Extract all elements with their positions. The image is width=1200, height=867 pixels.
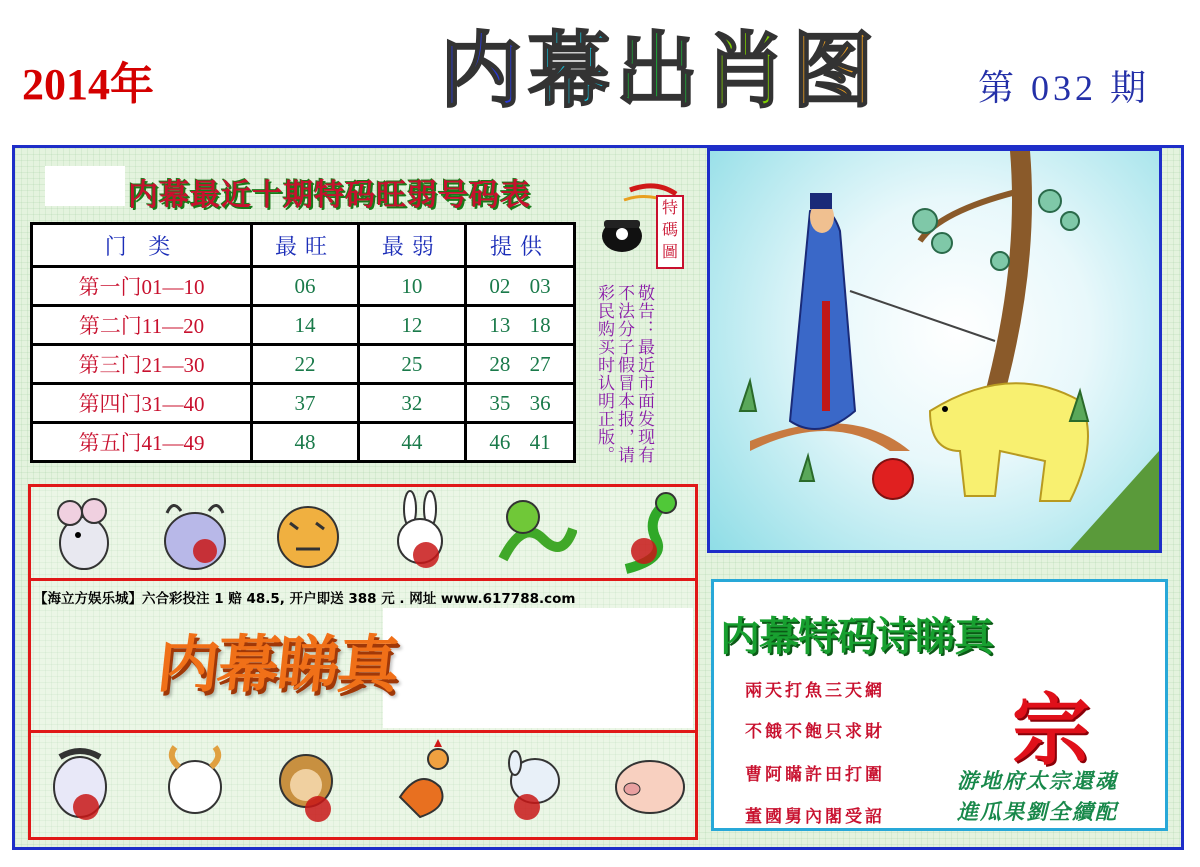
title-char: 出 bbox=[616, 24, 699, 119]
blank-patch bbox=[45, 166, 125, 206]
hot-cell: 22 bbox=[252, 345, 359, 384]
poem-line: 兩天打魚三天網 bbox=[745, 681, 885, 701]
hot-cell: 37 bbox=[252, 384, 359, 423]
snake-icon bbox=[606, 489, 690, 579]
provide-cell: 46 41 bbox=[465, 423, 574, 462]
hot-cell: 48 bbox=[252, 423, 359, 462]
column-header: 最弱 bbox=[358, 224, 465, 267]
category-cell: 第四门31—40 bbox=[32, 384, 252, 423]
title-char: 幕 bbox=[528, 24, 611, 119]
table-row bbox=[32, 306, 575, 345]
table-row bbox=[32, 345, 575, 384]
poem-hint: 游地府太宗還魂 bbox=[957, 768, 1118, 793]
title-char: 图 bbox=[792, 24, 875, 119]
monkey-icon bbox=[266, 737, 350, 827]
table-row bbox=[32, 267, 575, 306]
ox-icon bbox=[153, 489, 237, 579]
table-row bbox=[32, 384, 575, 423]
issue-number: 第 032 期 bbox=[978, 68, 1151, 108]
category-cell: 第五门41—49 bbox=[32, 423, 252, 462]
cold-cell: 10 bbox=[358, 267, 465, 306]
poem-title: 内幕特码诗睇真 bbox=[720, 613, 993, 660]
cold-cell: 32 bbox=[358, 384, 465, 423]
provide-cell: 13 18 bbox=[465, 306, 574, 345]
answer-character: 宗 bbox=[1012, 685, 1091, 776]
neimu-wordart: 内幕睇真 bbox=[153, 628, 402, 701]
title-char: 肖 bbox=[704, 24, 787, 119]
column-header: 提供 bbox=[465, 224, 574, 267]
illustration bbox=[707, 148, 1162, 553]
cold-cell: 25 bbox=[358, 345, 465, 384]
table-heading: 内幕最近十期特码旺弱号码表 bbox=[128, 178, 531, 213]
zodiac-row-bottom bbox=[40, 736, 690, 828]
divider bbox=[28, 730, 698, 733]
column-header: 最旺 bbox=[252, 224, 359, 267]
column-header: 门 类 bbox=[32, 224, 252, 267]
cold-cell: 12 bbox=[358, 306, 465, 345]
poem-line: 董國舅內閣受詔 bbox=[745, 807, 885, 827]
tiger-icon bbox=[266, 489, 350, 579]
scholar-and-bear-illustration bbox=[710, 151, 1159, 550]
title-char: 内 bbox=[440, 24, 523, 119]
blank-area bbox=[383, 608, 693, 728]
horse-icon bbox=[40, 737, 124, 827]
provide-cell: 28 27 bbox=[465, 345, 574, 384]
dog-icon bbox=[493, 737, 577, 827]
hot-cell: 06 bbox=[252, 267, 359, 306]
number-table bbox=[30, 222, 576, 463]
poem-line: 不餓不飽只求財 bbox=[745, 722, 885, 742]
ad-banner-text: 【海立方娱乐城】六合彩投注 1 赔 48.5, 开户即送 388 元 . 网址 www.617788.com bbox=[34, 591, 576, 607]
notice-text: 敬告：最近市面发现有不法分子假冒本报，请彩民购买时认明正版。 bbox=[594, 284, 654, 464]
rat-icon bbox=[40, 489, 124, 579]
category-cell: 第三门21—30 bbox=[32, 345, 252, 384]
zodiac-row-top bbox=[40, 488, 690, 580]
category-cell: 第二门11—20 bbox=[32, 306, 252, 345]
poem-line: 曹阿瞞許田打圍 bbox=[745, 765, 885, 785]
rabbit-icon bbox=[380, 489, 464, 579]
category-cell: 第一门01—10 bbox=[32, 267, 252, 306]
table-header-row bbox=[32, 224, 575, 267]
table-row bbox=[32, 423, 575, 462]
goat-icon bbox=[153, 737, 237, 827]
provide-cell: 35 36 bbox=[465, 384, 574, 423]
hot-cell: 14 bbox=[252, 306, 359, 345]
rooster-icon bbox=[380, 737, 464, 827]
tema-seal: 特碼圖 bbox=[656, 195, 684, 269]
page-title bbox=[440, 22, 874, 122]
dragon-icon bbox=[493, 489, 577, 579]
provide-cell: 02 03 bbox=[465, 267, 574, 306]
poem-hint: 進瓜果劉全續配 bbox=[957, 799, 1118, 824]
year-label: 2014年 bbox=[22, 60, 154, 109]
cold-cell: 44 bbox=[358, 423, 465, 462]
pig-icon bbox=[606, 737, 690, 827]
